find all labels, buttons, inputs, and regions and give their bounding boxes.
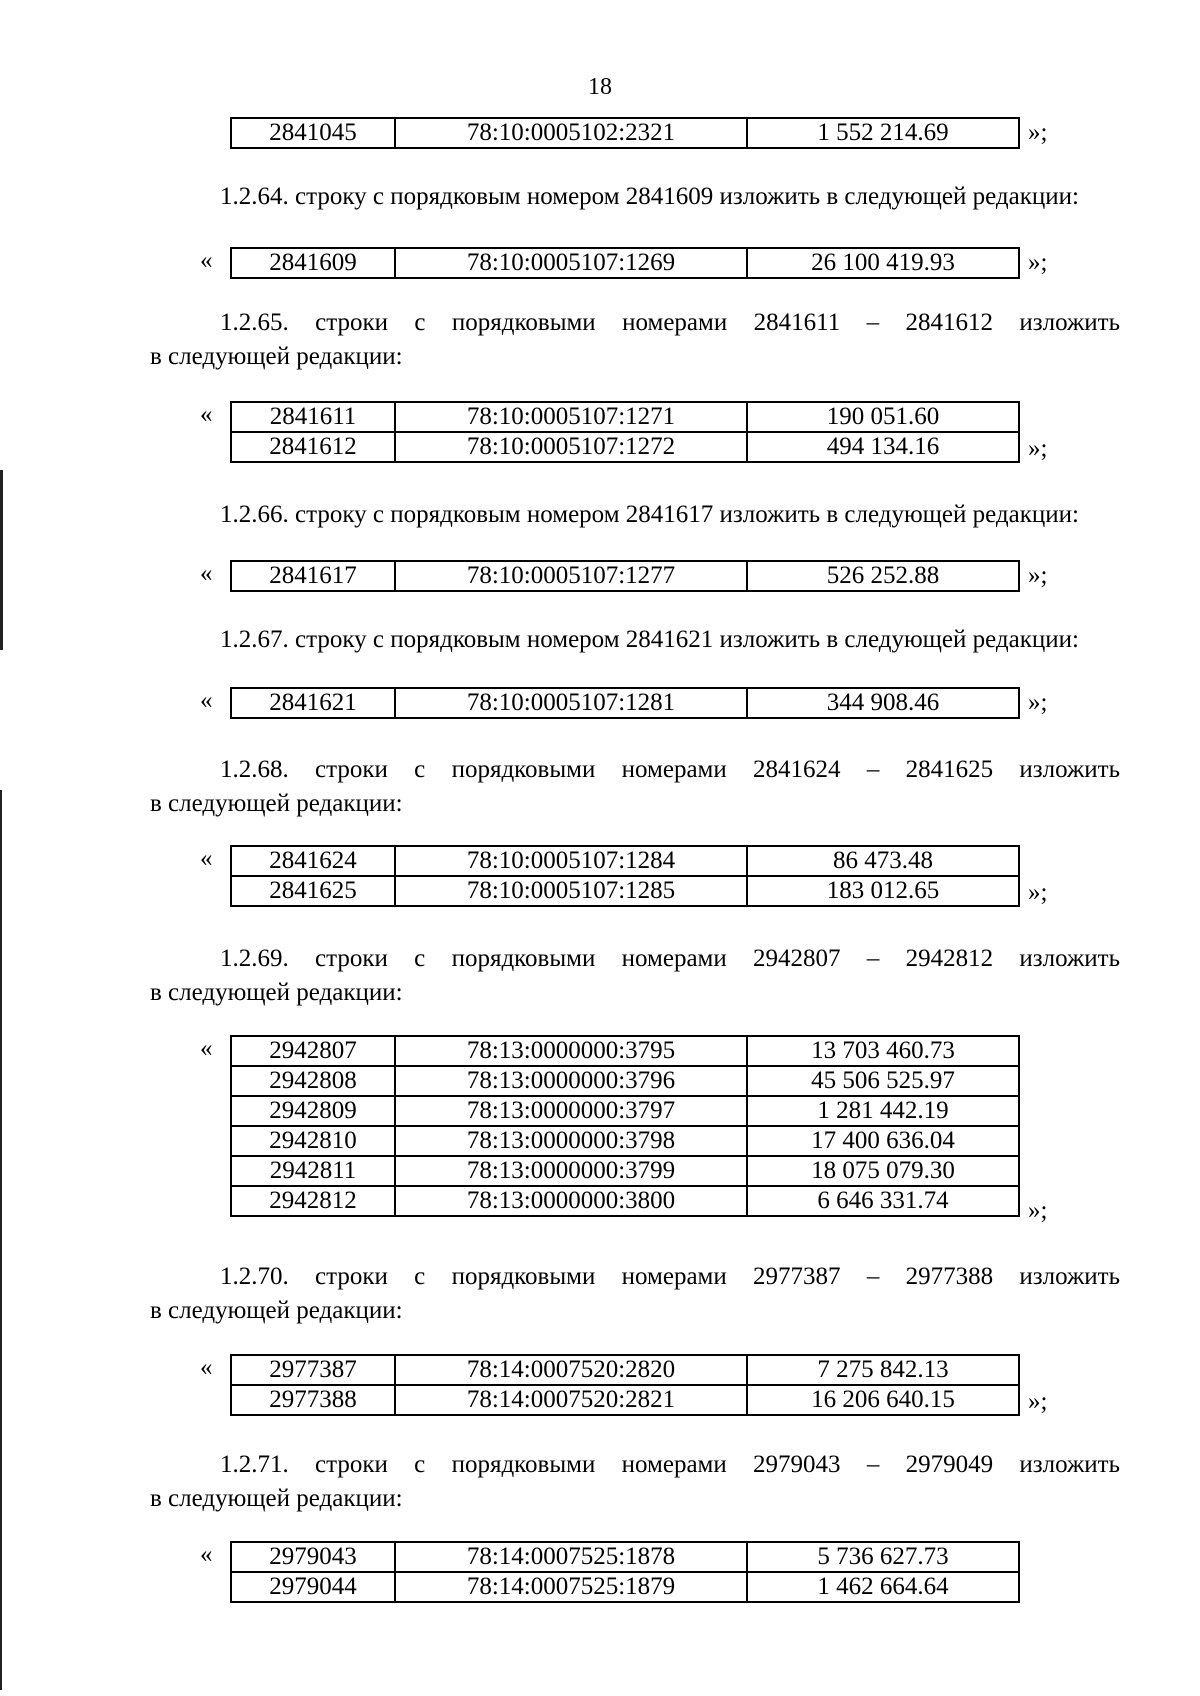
cadastral-value-cell: 86 473.48	[747, 846, 1019, 876]
paragraph-line: 1.2.65. строки с порядковыми номерами 2841611 – 2841612 изложить	[220, 309, 1120, 336]
cadastral-value-cell: 344 908.46	[747, 688, 1019, 718]
amendment-paragraph	[150, 1260, 1120, 1328]
table-row	[231, 1572, 1019, 1602]
paragraph-line: 1.2.69. строки с порядковыми номерами 2942807 – 2942812 изложить	[220, 945, 1120, 972]
cadastral-number-cell: 78:14:0007520:2820	[395, 1355, 747, 1385]
page-number: 18	[588, 74, 612, 100]
paragraph-line: 1.2.70. строки с порядковыми номерами 2977387 – 2977388 изложить	[220, 1263, 1120, 1290]
opening-quote: «	[200, 845, 213, 872]
opening-quote: «	[200, 247, 213, 274]
table-row	[231, 1385, 1019, 1415]
row-number-cell: 2841045	[231, 118, 395, 148]
amendment-paragraph	[150, 753, 1120, 821]
cadastral-value-cell: 45 506 525.97	[747, 1066, 1019, 1096]
row-number-cell: 2977387	[231, 1355, 395, 1385]
table-row	[231, 1066, 1019, 1096]
closing-quote: »;	[1028, 879, 1048, 906]
closing-quote: »;	[1028, 1388, 1048, 1415]
paragraph-line: 1.2.68. строки с порядковыми номерами 2841624 – 2841625 изложить	[220, 756, 1120, 783]
cadastral-value-table	[230, 687, 1020, 719]
cadastral-value-cell: 6 646 331.74	[747, 1186, 1019, 1216]
amendment-paragraph	[150, 1448, 1120, 1516]
table-row	[231, 248, 1019, 278]
cadastral-value-cell: 190 051.60	[747, 402, 1019, 432]
cadastral-value-table	[230, 1354, 1020, 1416]
paragraph-line: в следующей редакции:	[150, 1297, 403, 1324]
table-row	[231, 1036, 1019, 1066]
row-number-cell: 2942808	[231, 1066, 395, 1096]
table-row	[231, 561, 1019, 591]
cadastral-number-cell: 78:10:0005107:1269	[395, 248, 747, 278]
paragraph-line: 1.2.71. строки с порядковыми номерами 2979043 – 2979049 изложить	[220, 1451, 1120, 1478]
cadastral-value-cell: 13 703 460.73	[747, 1036, 1019, 1066]
amendment-paragraph	[150, 942, 1120, 1010]
scan-edge-mark	[0, 470, 3, 650]
opening-quote: «	[200, 560, 213, 587]
cadastral-value-cell: 1 462 664.64	[747, 1572, 1019, 1602]
cadastral-value-cell: 26 100 419.93	[747, 248, 1019, 278]
paragraph-line: 1.2.66. строку с порядковым номером 2841617 изложить в следующей редакции:	[220, 501, 1079, 528]
paragraph-line: в следующей редакции:	[150, 979, 403, 1006]
table-row	[231, 846, 1019, 876]
closing-quote: »;	[1028, 249, 1048, 276]
cadastral-value-table	[230, 247, 1020, 279]
table-row	[231, 402, 1019, 432]
row-number-cell: 2979043	[231, 1542, 395, 1572]
cadastral-value-cell: 526 252.88	[747, 561, 1019, 591]
cadastral-number-cell: 78:14:0007525:1879	[395, 1572, 747, 1602]
opening-quote: «	[200, 1035, 213, 1062]
row-number-cell: 2841612	[231, 432, 395, 462]
row-number-cell: 2942811	[231, 1156, 395, 1186]
cadastral-number-cell: 78:10:0005107:1272	[395, 432, 747, 462]
opening-quote: «	[200, 1541, 213, 1568]
table-row	[231, 1126, 1019, 1156]
paragraph-line: в следующей редакции:	[150, 1485, 403, 1512]
amendment-paragraph	[150, 623, 1120, 657]
cadastral-number-cell: 78:10:0005107:1281	[395, 688, 747, 718]
cadastral-number-cell: 78:13:0000000:3799	[395, 1156, 747, 1186]
table-row	[231, 688, 1019, 718]
row-number-cell: 2942812	[231, 1186, 395, 1216]
opening-quote: «	[200, 687, 213, 714]
cadastral-value-cell: 1 281 442.19	[747, 1096, 1019, 1126]
row-number-cell: 2942807	[231, 1036, 395, 1066]
row-number-cell: 2942809	[231, 1096, 395, 1126]
row-number-cell: 2979044	[231, 1572, 395, 1602]
cadastral-value-table	[230, 401, 1020, 463]
row-number-cell: 2841611	[231, 402, 395, 432]
cadastral-number-cell: 78:10:0005107:1285	[395, 876, 747, 906]
paragraph-line: в следующей редакции:	[150, 790, 403, 817]
cadastral-value-table	[230, 117, 1020, 149]
table-row	[231, 1096, 1019, 1126]
cadastral-number-cell: 78:13:0000000:3800	[395, 1186, 747, 1216]
closing-quote: »;	[1028, 435, 1048, 462]
closing-quote: »;	[1028, 562, 1048, 589]
paragraph-line: 1.2.64. строку с порядковым номером 2841609 изложить в следующей редакции:	[220, 183, 1079, 210]
cadastral-number-cell: 78:10:0005107:1277	[395, 561, 747, 591]
cadastral-value-table	[230, 560, 1020, 592]
cadastral-value-cell: 16 206 640.15	[747, 1385, 1019, 1415]
scan-edge-mark	[0, 790, 2, 1690]
table-row	[231, 432, 1019, 462]
cadastral-value-cell: 18 075 079.30	[747, 1156, 1019, 1186]
row-number-cell: 2841624	[231, 846, 395, 876]
cadastral-value-cell: 5 736 627.73	[747, 1542, 1019, 1572]
cadastral-number-cell: 78:13:0000000:3795	[395, 1036, 747, 1066]
table-row	[231, 118, 1019, 148]
opening-quote: «	[200, 1354, 213, 1381]
amendment-paragraph	[150, 498, 1120, 532]
cadastral-number-cell: 78:10:0005102:2321	[395, 118, 747, 148]
cadastral-number-cell: 78:13:0000000:3796	[395, 1066, 747, 1096]
cadastral-value-cell: 494 134.16	[747, 432, 1019, 462]
cadastral-value-table	[230, 1035, 1020, 1217]
closing-quote: »;	[1028, 119, 1048, 146]
cadastral-value-cell: 1 552 214.69	[747, 118, 1019, 148]
amendment-paragraph	[150, 306, 1120, 374]
closing-quote: »;	[1028, 1197, 1048, 1224]
cadastral-value-cell: 17 400 636.04	[747, 1126, 1019, 1156]
cadastral-number-cell: 78:13:0000000:3797	[395, 1096, 747, 1126]
cadastral-value-table	[230, 845, 1020, 907]
cadastral-number-cell: 78:13:0000000:3798	[395, 1126, 747, 1156]
table-row	[231, 1355, 1019, 1385]
cadastral-number-cell: 78:14:0007520:2821	[395, 1385, 747, 1415]
table-row	[231, 876, 1019, 906]
cadastral-number-cell: 78:10:0005107:1271	[395, 402, 747, 432]
row-number-cell: 2841609	[231, 248, 395, 278]
row-number-cell: 2942810	[231, 1126, 395, 1156]
closing-quote: »;	[1028, 689, 1048, 716]
row-number-cell: 2841625	[231, 876, 395, 906]
table-row	[231, 1156, 1019, 1186]
cadastral-value-cell: 7 275 842.13	[747, 1355, 1019, 1385]
row-number-cell: 2841621	[231, 688, 395, 718]
row-number-cell: 2841617	[231, 561, 395, 591]
cadastral-number-cell: 78:14:0007525:1878	[395, 1542, 747, 1572]
paragraph-line: в следующей редакции:	[150, 343, 403, 370]
table-row	[231, 1186, 1019, 1216]
cadastral-value-table	[230, 1541, 1020, 1603]
row-number-cell: 2977388	[231, 1385, 395, 1415]
table-row	[231, 1542, 1019, 1572]
paragraph-line: 1.2.67. строку с порядковым номером 2841621 изложить в следующей редакции:	[220, 626, 1079, 653]
cadastral-value-cell: 183 012.65	[747, 876, 1019, 906]
amendment-paragraph	[150, 180, 1120, 214]
opening-quote: «	[200, 401, 213, 428]
cadastral-number-cell: 78:10:0005107:1284	[395, 846, 747, 876]
